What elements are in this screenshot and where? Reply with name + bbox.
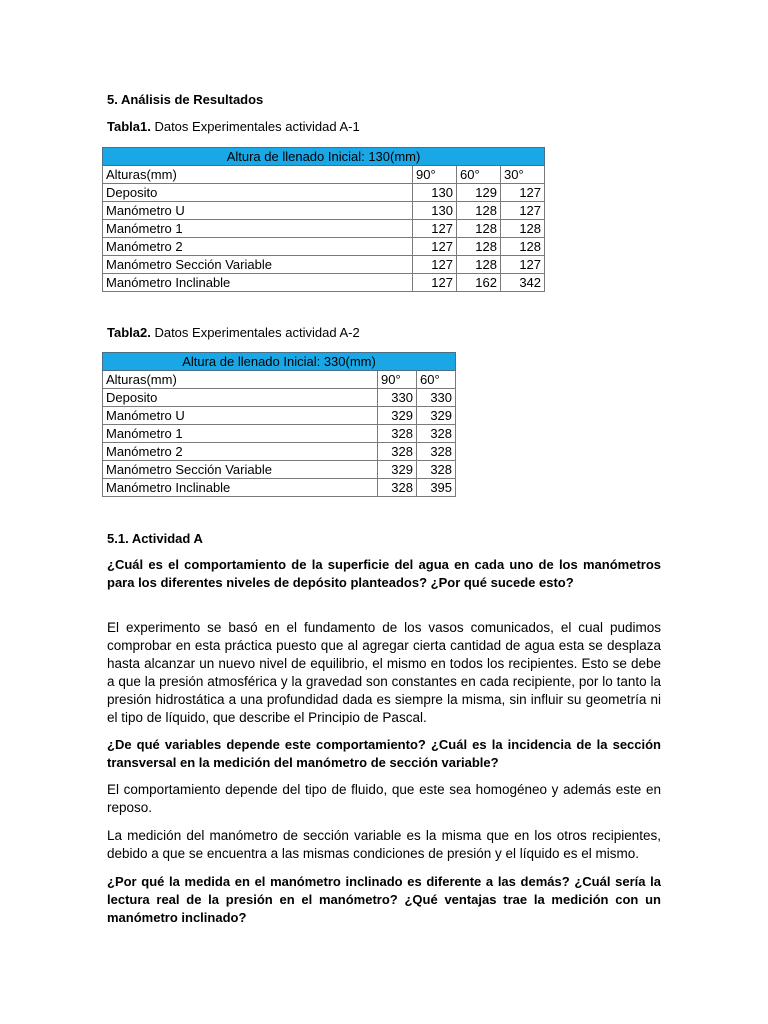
table-row xyxy=(103,425,456,443)
table1-caption-label: Tabla1. xyxy=(107,119,151,134)
table1-col-90: 90° xyxy=(413,166,457,184)
table-row xyxy=(103,256,545,274)
table-row xyxy=(103,443,456,461)
cell-value: 127 xyxy=(413,238,457,256)
cell-value: 328 xyxy=(378,425,417,443)
cell-value: 162 xyxy=(457,274,501,292)
row-label: Manómetro 1 xyxy=(103,425,378,443)
cell-value: 127 xyxy=(413,220,457,238)
table-row xyxy=(103,220,545,238)
cell-value: 328 xyxy=(417,461,456,479)
table1-header: Altura de llenado Inicial: 130(mm) xyxy=(103,148,545,166)
table-row xyxy=(103,407,456,425)
cell-value: 129 xyxy=(457,184,501,202)
table2-caption-text: Datos Experimentales actividad A-2 xyxy=(150,325,360,340)
table2-caption-label: Tabla2. xyxy=(107,325,151,340)
table2 xyxy=(102,352,456,497)
cell-value: 128 xyxy=(457,256,501,274)
cell-value: 395 xyxy=(417,479,456,497)
cell-value: 329 xyxy=(378,461,417,479)
cell-value: 328 xyxy=(417,443,456,461)
table-row xyxy=(103,274,545,292)
table-row xyxy=(103,389,456,407)
table-row xyxy=(103,238,545,256)
row-label: Manómetro 2 xyxy=(103,443,378,461)
cell-value: 330 xyxy=(417,389,456,407)
cell-value: 128 xyxy=(457,202,501,220)
cell-value: 328 xyxy=(378,443,417,461)
section-title: 5. Análisis de Resultados xyxy=(107,92,264,107)
row-label: Manómetro U xyxy=(103,407,378,425)
row-label: Manómetro 1 xyxy=(103,220,413,238)
cell-value: 342 xyxy=(501,274,545,292)
table-row xyxy=(103,184,545,202)
row-label: Manómetro Inclinable xyxy=(103,479,378,497)
table-row xyxy=(103,461,456,479)
cell-value: 128 xyxy=(501,220,545,238)
cell-value: 130 xyxy=(413,202,457,220)
row-label: Deposito xyxy=(103,389,378,407)
cell-value: 329 xyxy=(378,407,417,425)
cell-value: 127 xyxy=(501,184,545,202)
subsection-title: 5.1. Actividad A xyxy=(107,531,203,546)
table2-header-row xyxy=(103,353,456,371)
table2-col-90: 90° xyxy=(378,371,417,389)
cell-value: 127 xyxy=(413,274,457,292)
table1 xyxy=(102,147,545,292)
cell-value: 330 xyxy=(378,389,417,407)
row-label: Manómetro U xyxy=(103,202,413,220)
table1-caption-text: Datos Experimentales actividad A-1 xyxy=(150,119,360,134)
table2-header: Altura de llenado Inicial: 330(mm) xyxy=(103,353,456,371)
question-3: ¿Por qué la medida en el manómetro inclinado es diferente a las demás? ¿Cuál sería la lectura real de la presión en el manómetro? ¿Qué ventajas trae la medición con un manómetro inclinado? xyxy=(107,874,661,925)
table1-col-30: 30° xyxy=(501,166,545,184)
cell-value: 130 xyxy=(413,184,457,202)
table1-column-row xyxy=(103,166,545,184)
table2-col-label: Alturas(mm) xyxy=(103,371,378,389)
cell-value: 328 xyxy=(417,425,456,443)
table-row xyxy=(103,479,456,497)
cell-value: 329 xyxy=(417,407,456,425)
paragraph-3: La medición del manómetro de sección variable es la misma que en los otros recipientes, debido a que se encuentra a las mismas condiciones de presión y el líquido es el mismo. xyxy=(107,828,661,861)
table2-col-60: 60° xyxy=(417,371,456,389)
paragraph-1: El experimento se basó en el fundamento de los vasos comunicados, el cual pudimos comprobar en esta práctica puesto que al agregar cierta cantidad de agua esta se desplaza hasta alcanzar un nuevo nivel de equilibrio, el mismo en todos los recipientes. Esto se debe a que la presión atmosférica y la gravedad son constantes en cada recipiente, por lo tanto la presión hidrostática a una profundidad dada es siempre la misma, sin influir su geometría ni el tipo de líquido, que describe el Principio de Pascal. xyxy=(107,620,661,725)
cell-value: 127 xyxy=(501,202,545,220)
question-2: ¿De qué variables depende este comportamiento? ¿Cuál es la incidencia de la sección transversal en la medición del manómetro de sección variable? xyxy=(107,737,661,770)
paragraph-2: El comportamiento depende del tipo de fluido, que este sea homogéneo y además este en reposo. xyxy=(107,782,661,815)
table1-header-row xyxy=(103,148,545,166)
row-label: Manómetro Inclinable xyxy=(103,274,413,292)
table-row xyxy=(103,202,545,220)
row-label: Manómetro Sección Variable xyxy=(103,461,378,479)
question-1: ¿Cuál es el comportamiento de la superficie del agua en cada uno de los manómetros para los diferentes niveles de depósito planteados? ¿Por qué sucede esto? xyxy=(107,557,661,590)
cell-value: 127 xyxy=(413,256,457,274)
table2-caption xyxy=(107,325,360,340)
table2-column-row xyxy=(103,371,456,389)
table1-col-label: Alturas(mm) xyxy=(103,166,413,184)
cell-value: 128 xyxy=(457,220,501,238)
row-label: Manómetro 2 xyxy=(103,238,413,256)
row-label: Deposito xyxy=(103,184,413,202)
cell-value: 328 xyxy=(378,479,417,497)
cell-value: 128 xyxy=(501,238,545,256)
cell-value: 128 xyxy=(457,238,501,256)
table1-caption xyxy=(107,119,360,134)
row-label: Manómetro Sección Variable xyxy=(103,256,413,274)
table1-col-60: 60° xyxy=(457,166,501,184)
cell-value: 127 xyxy=(501,256,545,274)
